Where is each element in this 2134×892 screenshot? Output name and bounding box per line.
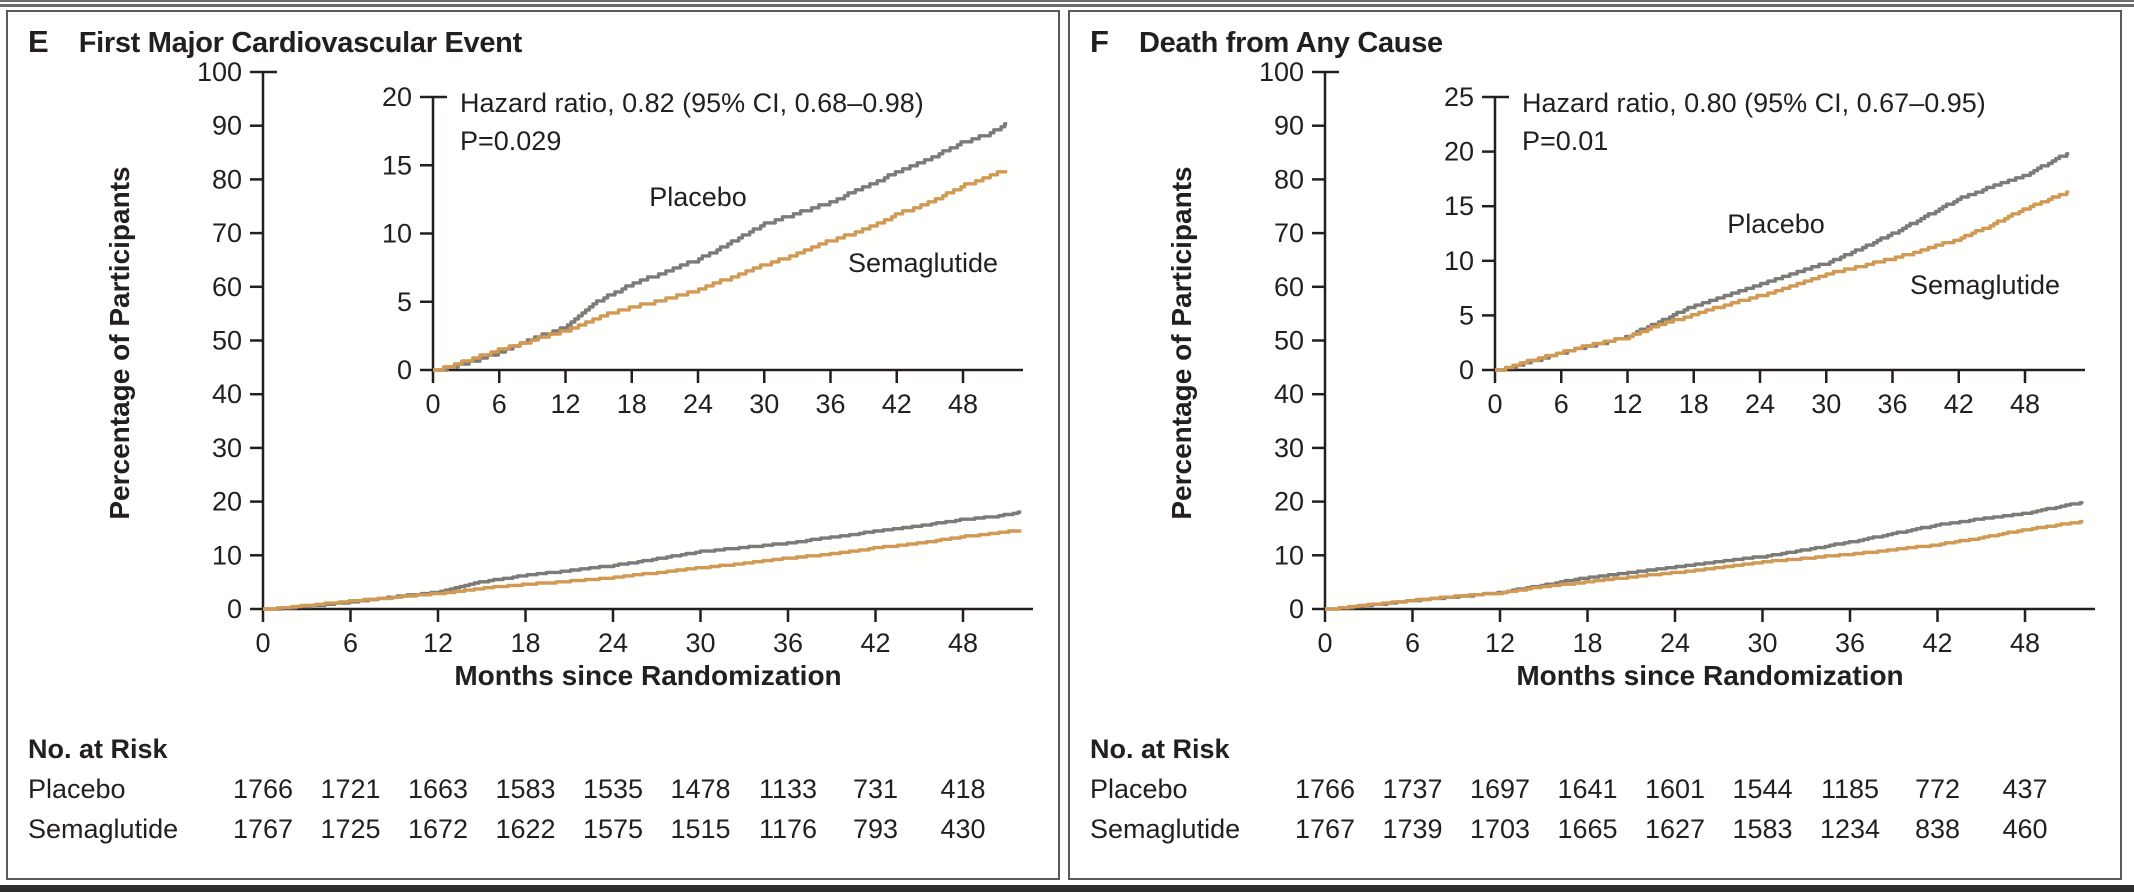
risk-value-semaglutide-m36: 1176 — [758, 814, 818, 844]
inset-y-tick-label: 20 — [1443, 136, 1474, 167]
inset-y-tick-label: 25 — [1443, 82, 1474, 112]
main-x-tick-label: 30 — [1747, 628, 1778, 658]
main-y-tick-label: 30 — [211, 432, 242, 463]
risk-value-semaglutide-m24: 1627 — [1644, 814, 1706, 844]
risk-row-label-semaglutide: Semaglutide — [1090, 814, 1241, 844]
risk-value-placebo-m0: 1766 — [232, 774, 294, 804]
risk-value-placebo-m42: 772 — [1914, 774, 1961, 804]
risk-row-label-placebo: Placebo — [1090, 774, 1188, 804]
inset-y-tick-label: 0 — [1458, 355, 1474, 385]
p-value-text: P=0.029 — [460, 126, 562, 156]
inset-x-tick-label: 36 — [815, 389, 846, 419]
inset-x-tick-label: 48 — [947, 389, 979, 419]
risk-row-label-placebo: Placebo — [28, 774, 126, 804]
risk-value-semaglutide-m6: 1739 — [1382, 814, 1443, 844]
main-y-tick-label: 10 — [1273, 540, 1304, 571]
panel-death-from-any-cause — [1068, 10, 2122, 880]
inset-y-tick-label: 5 — [396, 286, 412, 317]
risk-value-placebo-m6: 1721 — [320, 774, 381, 804]
risk-value-semaglutide-m12: 1672 — [407, 814, 469, 844]
semaglutide-curve-label: Semaglutide — [847, 248, 999, 278]
main-y-tick-label: 20 — [211, 486, 242, 517]
risk-value-placebo-m42: 731 — [852, 774, 899, 804]
semaglutide-curve-label: Semaglutide — [1909, 270, 2061, 300]
inset-x-tick-label: 6 — [491, 389, 507, 419]
risk-value-semaglutide-m18: 1665 — [1557, 814, 1618, 844]
inset-y-tick-label: 10 — [381, 218, 412, 249]
main-x-tick-label: 0 — [1317, 628, 1333, 658]
main-x-tick-label: 24 — [597, 628, 629, 658]
risk-value-semaglutide-m48: 460 — [2002, 814, 2048, 844]
main-y-tick-label: 20 — [1273, 486, 1304, 517]
main-y-tick-label: 50 — [1273, 325, 1304, 356]
main-x-tick-label: 12 — [422, 628, 454, 658]
panel-title — [1090, 24, 1443, 60]
hazard-ratio-text: Hazard ratio, 0.80 (95% CI, 0.67–0.95) — [1522, 88, 1986, 118]
panel-letter: E — [28, 24, 49, 59]
figure-bottom-rule — [0, 885, 2134, 892]
main-y-tick-label: 100 — [196, 57, 242, 87]
inset-x-tick-label: 0 — [1487, 389, 1503, 419]
main-y-tick-label: 0 — [226, 594, 242, 624]
main-x-tick-label: 36 — [772, 628, 804, 658]
main-x-tick-label: 48 — [947, 628, 979, 658]
inset-y-tick-label: 15 — [381, 150, 412, 181]
risk-table-header: No. at Risk — [28, 734, 168, 764]
risk-value-placebo-m36: 1133 — [758, 774, 818, 804]
inset-placebo-curve — [1495, 154, 2069, 370]
main-y-tick-label: 40 — [1273, 379, 1304, 410]
risk-value-placebo-m30: 1544 — [1732, 774, 1793, 804]
panel-title — [28, 24, 522, 60]
main-y-tick-label: 50 — [211, 325, 242, 356]
risk-value-semaglutide-m18: 1622 — [495, 814, 556, 844]
main-x-tick-label: 48 — [2009, 628, 2041, 658]
inset-placebo-curve — [433, 124, 1007, 370]
main-x-tick-label: 24 — [1659, 628, 1691, 658]
inset-x-tick-label: 30 — [749, 389, 780, 419]
inset-x-tick-label: 12 — [1612, 389, 1643, 419]
main-y-tick-label: 70 — [211, 218, 242, 249]
risk-table-header: No. at Risk — [1090, 734, 1230, 764]
risk-value-placebo-m48: 418 — [940, 774, 986, 804]
risk-value-semaglutide-m30: 1515 — [670, 814, 731, 844]
main-semaglutide-curve — [263, 531, 1021, 609]
risk-value-placebo-m12: 1663 — [407, 774, 469, 804]
hazard-annotation — [460, 84, 924, 160]
main-y-tick-label: 90 — [1273, 110, 1304, 141]
main-placebo-curve — [263, 512, 1021, 609]
main-x-tick-label: 12 — [1484, 628, 1516, 658]
p-value-text: P=0.01 — [1522, 126, 1609, 156]
main-y-tick-label: 80 — [211, 164, 242, 195]
main-y-tick-label: 30 — [1273, 432, 1304, 463]
inset-x-tick-label: 6 — [1553, 389, 1569, 419]
risk-value-semaglutide-m6: 1725 — [320, 814, 381, 844]
inset-y-tick-label: 0 — [396, 355, 412, 385]
main-y-tick-label: 70 — [1273, 218, 1304, 249]
main-x-tick-label: 30 — [685, 628, 716, 658]
risk-value-placebo-m0: 1766 — [1294, 774, 1356, 804]
inset-x-tick-label: 24 — [682, 389, 714, 419]
inset-x-tick-label: 42 — [1943, 389, 1974, 419]
risk-value-placebo-m36: 1185 — [1820, 774, 1880, 804]
risk-value-semaglutide-m0: 1767 — [1294, 814, 1356, 844]
panel-letter: F — [1090, 24, 1109, 59]
main-y-tick-label: 90 — [211, 110, 242, 141]
main-x-tick-label: 18 — [1572, 628, 1603, 658]
inset-x-tick-label: 30 — [1811, 389, 1842, 419]
inset-y-tick-label: 20 — [381, 82, 412, 112]
hazard-ratio-text: Hazard ratio, 0.82 (95% CI, 0.68–0.98) — [460, 88, 924, 118]
panel-title-text: Death from Any Cause — [1138, 27, 1443, 59]
risk-value-semaglutide-m24: 1575 — [582, 814, 644, 844]
main-y-tick-label: 60 — [211, 271, 242, 302]
inset-y-tick-label: 10 — [1443, 245, 1474, 276]
main-x-tick-label: 42 — [1922, 628, 1953, 658]
risk-value-placebo-m24: 1535 — [582, 774, 644, 804]
main-y-tick-label: 10 — [211, 540, 242, 571]
risk-row-label-semaglutide: Semaglutide — [28, 814, 179, 844]
risk-value-placebo-m12: 1697 — [1469, 774, 1531, 804]
panel-title-text: First Major Cardiovascular Event — [78, 27, 522, 59]
panel-first-major-cardiovascular-event — [6, 10, 1060, 880]
risk-value-semaglutide-m36: 1234 — [1819, 814, 1881, 844]
main-placebo-curve — [1325, 503, 2083, 609]
risk-value-placebo-m48: 437 — [2002, 774, 2048, 804]
x-axis-label: Months since Randomization — [1516, 660, 1904, 691]
risk-value-placebo-m18: 1641 — [1557, 774, 1618, 804]
inset-x-tick-label: 42 — [881, 389, 912, 419]
main-y-tick-label: 0 — [1288, 594, 1304, 624]
main-x-tick-label: 0 — [255, 628, 271, 658]
main-y-tick-label: 100 — [1258, 57, 1304, 87]
main-x-tick-label: 36 — [1834, 628, 1866, 658]
risk-value-semaglutide-m30: 1583 — [1732, 814, 1793, 844]
inset-x-tick-label: 0 — [425, 389, 441, 419]
risk-value-semaglutide-m48: 430 — [940, 814, 986, 844]
main-y-tick-label: 80 — [1273, 164, 1304, 195]
figure-top-rule — [0, 0, 2134, 7]
inset-x-tick-label: 18 — [1678, 389, 1709, 419]
inset-x-tick-label: 24 — [1744, 389, 1776, 419]
inset-y-tick-label: 5 — [1458, 300, 1474, 331]
risk-value-placebo-m24: 1601 — [1644, 774, 1706, 804]
hazard-annotation — [1522, 84, 1986, 160]
main-x-tick-label: 6 — [342, 628, 359, 658]
inset-x-tick-label: 36 — [1877, 389, 1908, 419]
main-x-tick-label: 6 — [1404, 628, 1421, 658]
risk-value-semaglutide-m12: 1703 — [1469, 814, 1531, 844]
risk-value-placebo-m18: 1583 — [495, 774, 556, 804]
y-axis-label: Percentage of Participants — [1166, 166, 1197, 520]
inset-y-tick-label: 15 — [1443, 191, 1474, 222]
risk-value-placebo-m6: 1737 — [1382, 774, 1443, 804]
main-x-tick-label: 18 — [510, 628, 541, 658]
x-axis-label: Months since Randomization — [454, 660, 842, 691]
main-y-tick-label: 40 — [211, 379, 242, 410]
main-x-tick-label: 42 — [860, 628, 891, 658]
risk-value-semaglutide-m42: 793 — [852, 814, 899, 844]
main-y-tick-label: 60 — [1273, 271, 1304, 302]
inset-x-tick-label: 18 — [616, 389, 647, 419]
inset-x-tick-label: 48 — [2009, 389, 2041, 419]
placebo-curve-label: Placebo — [1727, 209, 1825, 239]
inset-x-tick-label: 12 — [550, 389, 581, 419]
risk-value-semaglutide-m0: 1767 — [232, 814, 294, 844]
risk-value-placebo-m30: 1478 — [670, 774, 731, 804]
y-axis-label: Percentage of Participants — [104, 166, 135, 520]
risk-value-semaglutide-m42: 838 — [1914, 814, 1961, 844]
placebo-curve-label: Placebo — [649, 182, 747, 212]
